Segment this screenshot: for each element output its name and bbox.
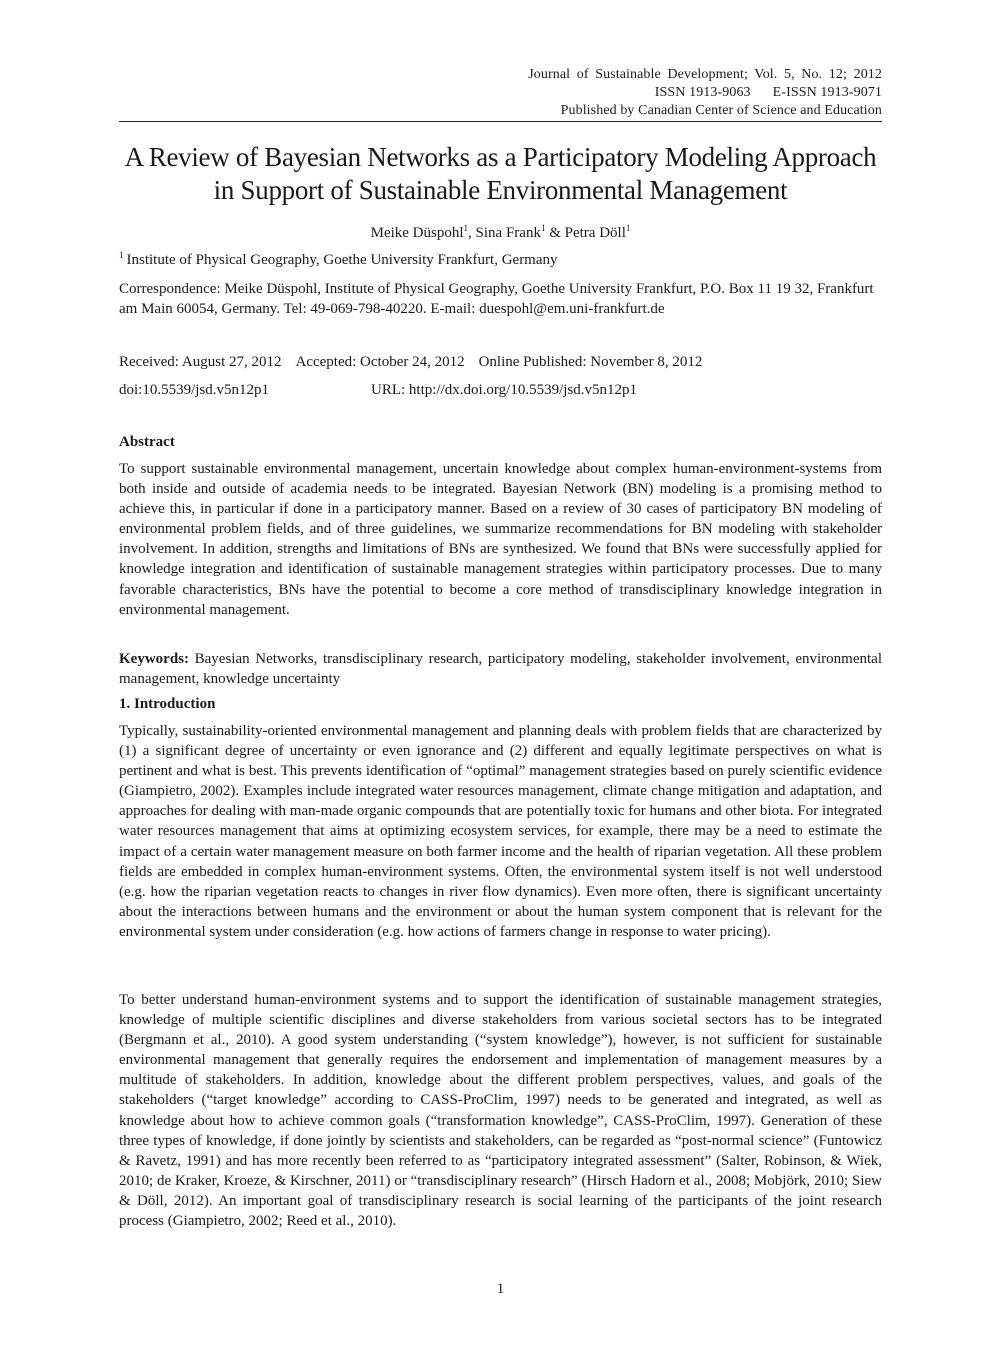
- affiliation-marker: 1: [625, 223, 631, 233]
- doi-row: [119, 380, 637, 400]
- issn: ISSN 1913-9063: [654, 85, 751, 100]
- eissn: E-ISSN 1913-9071: [772, 85, 882, 100]
- doi-url-link[interactable]: URL: http://dx.doi.org/10.5539/jsd.v5n12p1: [371, 382, 637, 398]
- received-date: Received: August 27, 2012: [119, 354, 282, 370]
- author: Sina Frank: [475, 225, 541, 241]
- author-list: [119, 224, 882, 242]
- journal-header: [528, 66, 882, 120]
- abstract-heading: Abstract: [119, 434, 175, 450]
- affiliation: [119, 251, 558, 269]
- title-line-1: A Review of Bayesian Networks as a Participatory Modeling Approach: [124, 142, 877, 172]
- affiliation-marker: 1: [540, 223, 546, 233]
- introduction-paragraph: To better understand human-environment systems and to support the identification of sustainable management strategies, knowledge of multiple scientific disciplines and diverse stakeholders from various societal sectors has to be integrated (Bergmann et al., 2010). A good system understanding (“system knowledge”), however, is not sufficient for sustainable environmental management that generally requires the endorsement and implementation of management measures by a multitude of stakeholders. In addition, knowledge about the different problem perspectives, values, and goals of the stakeholders (“target knowledge” according to CASS-ProClim, 1997) needs to be generated and integrated, as well as knowledge about how to achieve common goals (“transformation knowledge”, CASS-ProClim, 1997). Generation of these three types of knowledge, if done jointly by scientists and stakeholders, can be regarded as “post-normal science” (Funtowicz & Ravetz, 1991) and has more recently been referred to as “participatory integrated assessment” (Salter, Robinson, & Wiek, 2010; de Kraker, Kroeze, & Kirschner, 2011) or “transdisciplinary research” (Hirsch Hadorn et al., 2008; Mobjörk, 2010; Siew & Döll, 2012). An important goal of transdisciplinary research is social learning of the participants of the joint research process (Giampietro, 2002; Reed et al., 2010).: [119, 992, 882, 1230]
- accepted-date: Accepted: October 24, 2012: [295, 354, 465, 370]
- abstract-text: To support sustainable environmental management, uncertain knowledge about complex human-environment-systems from both inside and outside of academia needs to be integrated. Bayesian Network (BN) modeling is a promising method to achieve this, in particular if done in a participatory manner. Based on a review of 30 cases of participatory BN modeling of environmental problem fields, and of three guidelines, we summarize recommendations for BN modeling with stakeholder involvement. In addition, strengths and limitations of BNs are synthesized. We found that BNs were successfully applied for knowledge integration and identification of sustainable management strategies within participatory processes. Due to many favorable characteristics, BNs have the potential to become a core method of transdisciplinary knowledge integration in environmental management.: [119, 461, 882, 618]
- affiliation-text: Institute of Physical Geography, Goethe University Frankfurt, Germany: [126, 252, 558, 268]
- introduction-paragraph: Typically, sustainability-oriented environmental management and planning deals with problem fields that are characterized by (1) a significant degree of uncertainty or even ignorance and (2) different and equally legitimate perspectives on what is pertinent and what is best. This prevents identification of “optimal” management strategies based on purely scientific evidence (Giampietro, 2002). Examples include integrated water resources management, climate change mitigation and adaptation, and approaches for dealing with man-made organic compounds that are potentially toxic for humans and other biota. For integrated water resources management that aims at optimizing ecosystem services, for example, there may be a need to estimate the impact of a certain water management measure on both farmer income and the health of riparian vegetation. All these problem fields are embedded in complex human-environment systems. Often, the environmental system itself is not well understood (e.g. how the riparian vegetation reacts to changes in river flow dynamics). Even more often, there is significant uncertainty about the interactions between humans and the environment or about the human system component that is relevant for the environmental system under consideration (e.g. how actions of farmers change in response to water pricing).: [119, 723, 882, 940]
- keywords-text: Bayesian Networks, transdisciplinary research, participatory modeling, stakeholder involvement, environmental management, knowledge uncertainty: [119, 651, 882, 688]
- author-separator: &: [545, 225, 565, 241]
- issn-line: [528, 84, 882, 102]
- publication-dates: [119, 352, 716, 372]
- correspondence: Correspondence: Meike Düspohl, Institute of Physical Geography, Goethe University Frankfurt, P.O. Box 11 19 32, Frankfurt am Main 60054, Germany. Tel: 49-069-798-40220. E-mail: duespohl@em.uni-frankfurt.de: [119, 281, 874, 317]
- title-line-2: in Support of Sustainable Environmental Management: [213, 175, 788, 205]
- published-date: Online Published: November 8, 2012: [478, 354, 703, 370]
- affiliation-marker: 1: [119, 250, 124, 260]
- keywords-label: Keywords:: [119, 651, 189, 667]
- header-divider: [119, 121, 882, 122]
- author: Meike Düspohl: [370, 225, 464, 241]
- author-separator: ,: [468, 225, 476, 241]
- doi: doi:10.5539/jsd.v5n12p1: [119, 382, 270, 398]
- author: Petra Döll: [564, 225, 626, 241]
- keywords: [119, 649, 882, 689]
- journal-citation: Journal of Sustainable Development; Vol. 5, No. 12; 2012: [528, 67, 882, 82]
- introduction-heading: 1. Introduction: [119, 696, 216, 712]
- publisher: Published by Canadian Center of Science and Education: [560, 103, 882, 118]
- paper-title: [109, 141, 892, 207]
- affiliation-marker: 1: [463, 223, 469, 233]
- page-number: 1: [496, 1281, 505, 1297]
